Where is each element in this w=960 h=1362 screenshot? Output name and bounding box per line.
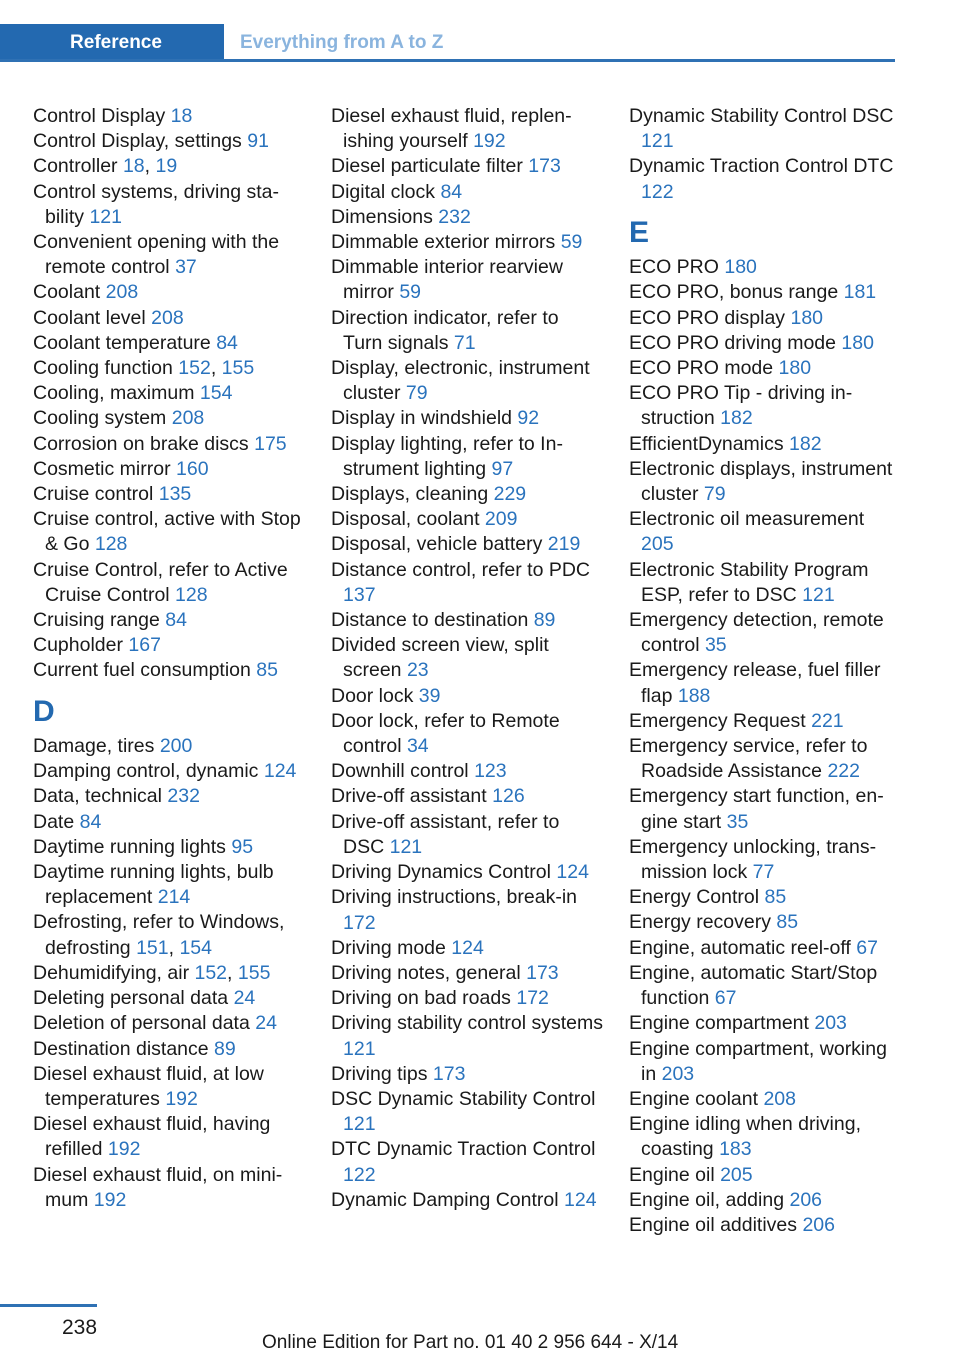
index-entry (331, 205, 603, 230)
index-term: Displays, cleaning (331, 483, 494, 506)
page-reference-link[interactable]: 181 (843, 281, 877, 304)
index-term: Daytime running lights, bulb replacement (33, 861, 274, 909)
index-entry (629, 1087, 897, 1112)
index-column-2 (331, 104, 603, 1213)
page-reference-link[interactable]: 35 (704, 634, 727, 657)
index-term: Controller (33, 155, 123, 178)
page-reference-link[interactable]: 192 (473, 130, 506, 153)
page-reference-link[interactable]: 121 (343, 1037, 376, 1060)
page-reference-link[interactable]: 121 (89, 205, 122, 228)
index-entry (629, 734, 897, 784)
page-reference-link[interactable]: 124 (263, 760, 297, 783)
edition-note: Online Edition for Part no. 01 40 2 956 644 - X/14 (262, 1332, 679, 1353)
index-entry (331, 784, 603, 809)
index-term: Cruise control (33, 483, 159, 506)
page-header (0, 24, 895, 62)
index-entry (629, 936, 897, 961)
index-entry (331, 810, 603, 860)
index-entry (629, 784, 897, 834)
index-term: Electronic Stability Program ESP, refer to DSC (629, 558, 869, 606)
index-entry (33, 1062, 305, 1112)
index-term: Cupholder (33, 634, 129, 657)
index-term: Display lighting, refer to Instrument lighting (331, 432, 563, 480)
page-reference-link[interactable]: 155 (237, 961, 271, 984)
page-reference-link[interactable]: 24 (255, 1012, 277, 1035)
index-entry (33, 810, 305, 835)
index-term: Dimmable interior rearview mirror (331, 256, 563, 304)
page-reference-link[interactable]: 135 (158, 483, 192, 506)
index-term: Disposal, coolant (331, 508, 485, 531)
page-reference-link[interactable]: 121 (343, 1113, 376, 1136)
page-reference-link[interactable]: 192 (165, 1087, 198, 1110)
page-reference-link[interactable]: 79 (703, 483, 726, 506)
index-entry (33, 507, 305, 557)
index-term: Electronic displays, instrument cluster (629, 457, 893, 506)
index-term: Driving on bad roads (331, 987, 517, 1010)
index-term: ECO PRO, bonus range (629, 281, 844, 304)
page-reference-link[interactable]: 128 (175, 583, 208, 606)
index-term: Destination distance (33, 1037, 215, 1060)
index-entry (33, 331, 305, 356)
index-term: Daytime running lights (33, 835, 232, 858)
index-term: ECO PRO mode (629, 357, 779, 380)
index-entry (33, 759, 305, 784)
index-entry (33, 558, 305, 608)
page-reference-link[interactable]: 59 (560, 231, 583, 254)
page-reference-link[interactable]: 182 (720, 407, 753, 430)
index-entry: Cooling function 152, 155 (33, 357, 255, 380)
index-entry (331, 759, 603, 784)
index-entry (629, 1037, 897, 1087)
index-entry (33, 608, 305, 633)
index-term: Cooling function (33, 357, 179, 380)
header-rule (0, 59, 895, 62)
index-term: Driving Dynamics Control (331, 861, 557, 884)
index-entry (629, 507, 897, 557)
index-entry (629, 558, 897, 608)
page-reference-link[interactable]: 180 (724, 256, 757, 279)
index-entry (331, 356, 603, 406)
index-term: Driving instructions, break-in (331, 886, 578, 909)
page-reference-link[interactable]: 200 (159, 735, 193, 758)
index-term: Dehumidifying, air (33, 961, 195, 984)
page-number: 238 (62, 1316, 98, 1339)
index-term: Emergency release, fuel filler flap (629, 659, 881, 707)
index-entry (331, 558, 603, 608)
index-term: Deletion of personal data (33, 1012, 256, 1035)
index-letter-heading: E (629, 215, 650, 249)
index-term: Diesel exhaust fluid, replenishing yourself (331, 105, 572, 153)
index-term: Diesel exhaust fluid, on minimum (33, 1163, 283, 1211)
page-reference-link[interactable]: 173 (528, 155, 561, 178)
index-term: Door lock (331, 684, 419, 707)
index-entry (33, 1112, 305, 1162)
index-entry (33, 1037, 305, 1062)
page-reference-link[interactable]: 151 (136, 936, 169, 959)
index-term: Dimensions (331, 205, 439, 228)
index-entry (33, 306, 305, 331)
index-entry (629, 1213, 897, 1238)
index-term: Engine oil, adding (629, 1188, 790, 1211)
index-term: Driving stability control systems (331, 1012, 603, 1035)
page-reference-link[interactable]: 160 (176, 457, 209, 480)
page-reference-link[interactable]: 85 (256, 659, 278, 682)
index-term: DSC Dynamic Stability Control (331, 1087, 596, 1110)
page-reference-link[interactable]: 175 (254, 432, 287, 455)
page-reference-link[interactable]: 34 (406, 735, 429, 758)
index-entry (33, 835, 305, 860)
index-entry (331, 230, 603, 255)
index-term: Damage, tires (33, 735, 160, 758)
index-term: Engine, automatic Start/Stop function (629, 961, 878, 1010)
page-reference-link[interactable]: 173 (432, 1062, 466, 1085)
index-term: Engine, automatic reel-off (629, 936, 857, 959)
index-entry (331, 684, 603, 709)
index-column-3 (629, 104, 897, 1238)
index-entry (629, 885, 897, 910)
page-reference-link[interactable]: 137 (343, 583, 376, 606)
page-reference-link[interactable]: 221 (811, 709, 844, 732)
page-reference-link[interactable]: 205 (641, 533, 674, 556)
index-term: Divided screen view, split screen (331, 634, 549, 682)
index-term: Control systems, driving stability (33, 180, 279, 228)
index-entry (33, 1163, 305, 1213)
page-reference-link[interactable]: 67 (714, 987, 737, 1010)
index-entry (331, 306, 603, 356)
index-entry (629, 255, 897, 280)
index-entry (33, 180, 305, 230)
index-term: Control Display (33, 105, 171, 127)
page-reference-link[interactable]: 84 (440, 180, 463, 203)
index-term: Emergency service, refer to Roadside Assistance (629, 735, 868, 783)
index-entry: Dehumidifying, air 152, 155 (33, 961, 271, 984)
page-reference-link[interactable]: 35 (726, 810, 749, 833)
index-entry (331, 154, 603, 179)
page-reference-link[interactable]: 232 (167, 785, 200, 808)
index-term: Coolant level (33, 306, 152, 329)
page-reference-link[interactable]: 121 (389, 835, 423, 858)
index-term: Diesel exhaust fluid, at low temperatures (33, 1062, 264, 1110)
page-reference-link[interactable]: 155 (221, 357, 255, 380)
index-term: Cruise control, active with Stop & Go (33, 508, 301, 556)
page-reference-link[interactable]: 203 (661, 1062, 695, 1085)
index-term: Electronic oil measurement (629, 508, 865, 531)
index-term: Drive-off assistant (331, 785, 493, 808)
index-entry (33, 381, 305, 406)
page-reference-link[interactable]: 182 (789, 432, 822, 455)
index-entry (33, 482, 305, 507)
index-term: Coolant (33, 281, 106, 304)
page-reference-link[interactable]: 84 (165, 609, 187, 632)
index-term: Diesel particulate filter (331, 155, 529, 178)
index-entry (33, 1011, 305, 1036)
page-reference-link[interactable]: 124 (556, 861, 589, 884)
page-reference-link[interactable]: 18 (170, 105, 193, 127)
index-entry (629, 356, 897, 381)
index-term: Engine compartment (629, 1012, 815, 1035)
page-reference-link[interactable]: 188 (677, 684, 711, 707)
index-entry (33, 280, 305, 305)
index-term: Engine oil additives (629, 1213, 803, 1236)
index-term: Date (33, 810, 80, 833)
index-entry (33, 432, 305, 457)
index-entry (33, 633, 305, 658)
index-entry (629, 432, 897, 457)
index-term: Cruise Control, refer to Active Cruise Control (33, 558, 288, 606)
page-reference-link[interactable]: 124 (564, 1188, 597, 1211)
page-reference-link[interactable]: 208 (105, 281, 139, 304)
index-entry (331, 860, 603, 885)
index-entry (33, 784, 305, 809)
page-reference-link[interactable]: 180 (841, 331, 874, 354)
page-reference-link[interactable]: 154 (179, 936, 212, 959)
index-entry (331, 255, 603, 305)
index-term: Engine coolant (629, 1087, 764, 1110)
page-reference-link[interactable]: 92 (517, 407, 540, 430)
index-term: ECO PRO (629, 256, 725, 279)
page-reference-link[interactable]: 192 (93, 1188, 127, 1211)
index-entry (33, 104, 305, 129)
index-term: EfficientDynamics (629, 432, 790, 455)
index-entry (331, 507, 603, 532)
page-reference-link[interactable]: 121 (802, 583, 835, 606)
index-term: Disposal, vehicle battery (331, 533, 548, 556)
page-reference-link[interactable]: 192 (107, 1138, 141, 1161)
page-reference-link[interactable]: 84 (216, 331, 238, 354)
page-reference-link[interactable]: 67 (856, 936, 878, 959)
index-entry (331, 1062, 603, 1087)
index-entry (33, 986, 305, 1011)
page-reference-link[interactable]: 222 (827, 760, 860, 783)
page-reference-link[interactable]: 85 (776, 911, 799, 934)
index-term: Data, technical (33, 785, 168, 808)
page-reference-link[interactable]: 95 (231, 835, 254, 858)
index-entry (629, 1112, 897, 1162)
index-term: Energy Control (629, 886, 765, 909)
index-term: Distance to destination (331, 609, 534, 632)
index-entry (331, 180, 603, 205)
index-entry (33, 658, 305, 683)
index-entry: Defrosting, refer to Windows, defrosting 151, 154 (33, 911, 285, 959)
page-reference-link[interactable]: 128 (94, 533, 128, 556)
index-term: Current fuel consumption (33, 659, 257, 682)
footer-rule (0, 1304, 97, 1307)
page-reference-link[interactable]: 208 (763, 1087, 796, 1110)
page-reference-link[interactable]: 154 (199, 382, 233, 405)
index-entry (331, 986, 603, 1011)
page-reference-link[interactable]: 206 (802, 1213, 835, 1236)
index-term: Distance control, refer to PDC (331, 558, 591, 581)
index-term: Digital clock (331, 180, 441, 203)
page-reference-link[interactable]: 172 (516, 987, 549, 1010)
page-reference-link[interactable]: 124 (451, 936, 484, 959)
index-term: Engine compartment, working in (629, 1037, 887, 1085)
page-reference-link[interactable]: 152 (178, 357, 211, 380)
page-reference-link[interactable]: 208 (171, 407, 205, 430)
index-term: Driving notes, general (331, 961, 527, 984)
index-term: DTC Dynamic Traction Control (331, 1138, 596, 1161)
index-term: Diesel exhaust fluid, having refilled (33, 1113, 271, 1161)
header-tab-reference: Reference (0, 24, 224, 62)
index-entry (331, 1087, 603, 1137)
index-term: Coolant temperature (33, 331, 217, 354)
header-section-title: Everything from A to Z (240, 32, 444, 53)
page-reference-link[interactable]: 39 (418, 684, 441, 707)
page-reference-link[interactable]: 89 (214, 1037, 236, 1060)
page-reference-link[interactable]: 18 (122, 155, 145, 178)
page-reference-link[interactable]: 183 (719, 1138, 752, 1161)
index-entry (33, 734, 305, 759)
index-term: Energy recovery (629, 911, 777, 934)
index-entry (629, 709, 897, 734)
index-entry (331, 432, 603, 482)
index-column-1 (33, 104, 305, 1213)
index-entry (331, 104, 603, 154)
page-reference-link[interactable]: 126 (492, 785, 525, 808)
index-term: Driving tips (331, 1062, 433, 1085)
index-term: Cooling, maximum (33, 382, 200, 405)
page-reference-link[interactable]: 219 (547, 533, 581, 556)
index-term: Deleting personal data (33, 987, 234, 1010)
page-reference-link[interactable]: 229 (493, 483, 527, 506)
index-term: Dimmable exterior mirrors (331, 231, 561, 254)
index-term: ECO PRO driving mode (629, 331, 842, 354)
index-entry (331, 709, 603, 759)
index-entry (629, 154, 897, 204)
index-term: Emergency unlocking, transmission lock (629, 835, 877, 884)
index-term: ECO PRO Tip - driving instruction (629, 382, 853, 430)
index-entry (33, 230, 305, 280)
index-entry (629, 961, 897, 1011)
index-entry (629, 381, 897, 431)
index-term: Driving mode (331, 936, 452, 959)
index-term: Dynamic Stability Control DSC (629, 105, 894, 127)
page-reference-link[interactable]: 23 (406, 659, 429, 682)
index-term: Emergency start function, engine start (629, 785, 884, 833)
index-term: Cooling system (33, 407, 172, 430)
index-term: Display in windshield (331, 407, 518, 430)
page-reference-link[interactable]: 208 (151, 306, 184, 329)
page-reference-link[interactable]: 180 (790, 306, 824, 329)
index-term: Direction indicator, refer to Turn signals (331, 306, 559, 354)
index-term: Drive-off assistant, refer to DSC (331, 810, 560, 858)
index-entry (331, 633, 603, 683)
index-entry (629, 1011, 897, 1036)
page-reference-link[interactable]: 172 (343, 911, 376, 934)
index-entry (331, 532, 603, 557)
index-term: Engine idling when driving, coasting (629, 1113, 861, 1161)
page-reference-link[interactable]: 152 (194, 961, 228, 984)
page-reference-link[interactable]: 121 (641, 130, 674, 153)
index-term: Defrosting, refer to Windows, defrosting (33, 911, 285, 959)
page-reference-link[interactable]: 209 (484, 508, 518, 531)
index-term: Emergency Request (629, 709, 812, 732)
page-reference-link[interactable]: 214 (157, 886, 191, 909)
page-reference-link[interactable]: 167 (128, 634, 161, 657)
index-entry (629, 1163, 897, 1188)
index-term: Door lock, refer to Remote control (331, 709, 560, 758)
index-entry (629, 1188, 897, 1213)
index-term: Cosmetic mirror (33, 457, 177, 480)
page-reference-link[interactable]: 122 (641, 180, 674, 203)
page-reference-link[interactable]: 37 (175, 256, 197, 279)
index-entry (33, 860, 305, 910)
page-reference-link[interactable]: 123 (474, 760, 507, 783)
index-entry (331, 406, 603, 431)
page-reference-link[interactable]: 71 (453, 331, 476, 354)
index-entry (331, 608, 603, 633)
index-entry (629, 280, 897, 305)
index-entry (33, 129, 305, 154)
page-reference-link[interactable]: 203 (814, 1012, 847, 1035)
index-entry (629, 306, 897, 331)
page-reference-link[interactable]: 91 (247, 130, 269, 153)
page-reference-link[interactable]: 77 (752, 861, 775, 884)
index-entry: Controller 18, 19 (33, 155, 178, 178)
index-letter-heading: D (33, 694, 55, 728)
index-entry (33, 457, 305, 482)
index-entry (629, 104, 897, 154)
index-entry (629, 331, 897, 356)
index-entry (331, 1188, 603, 1213)
page-reference-link[interactable]: 59 (399, 281, 422, 304)
page-reference-link[interactable]: 232 (438, 205, 471, 228)
page-reference-link[interactable]: 84 (79, 810, 102, 833)
index-term: Damping control, dynamic (33, 760, 264, 783)
index-term: Emergency detection, remote control (629, 609, 884, 657)
page-reference-link[interactable]: 205 (720, 1163, 753, 1186)
index-term: Control Display, settings (33, 130, 248, 153)
page-reference-link[interactable]: 180 (778, 357, 812, 380)
page-reference-link[interactable]: 19 (155, 155, 178, 178)
index-entry (331, 482, 603, 507)
index-entry (629, 608, 897, 658)
index-term: Display, electronic, instrument cluster (331, 357, 590, 405)
page-reference-link[interactable]: 206 (789, 1188, 823, 1211)
index-term: Convenient opening with the remote control (33, 231, 280, 279)
page-reference-link[interactable]: 97 (491, 457, 514, 480)
index-entry (629, 658, 897, 708)
index-term: Dynamic Damping Control (331, 1188, 565, 1211)
page-reference-link[interactable]: 24 (233, 987, 256, 1010)
index-term: Corrosion on brake discs (33, 432, 255, 455)
index-entry (331, 885, 603, 935)
index-entry (629, 910, 897, 935)
page-reference-link[interactable]: 85 (764, 886, 787, 909)
index-entry (331, 936, 603, 961)
page-reference-link[interactable]: 173 (526, 961, 559, 984)
page-reference-link[interactable]: 79 (405, 382, 428, 405)
index-entry (331, 1137, 603, 1187)
index-term: Downhill control (331, 760, 475, 783)
page-reference-link[interactable]: 89 (533, 609, 556, 632)
index-entry (629, 457, 897, 507)
index-term: Cruising range (33, 609, 166, 632)
index-term: Engine oil (629, 1163, 721, 1186)
page-reference-link[interactable]: 122 (343, 1163, 376, 1186)
index-term: ECO PRO display (629, 306, 791, 329)
index-entry (33, 406, 305, 431)
index-entry (331, 961, 603, 986)
index-entry (629, 835, 897, 885)
index-entry (331, 1011, 603, 1061)
index-term: Dynamic Traction Control DTC (629, 155, 894, 178)
